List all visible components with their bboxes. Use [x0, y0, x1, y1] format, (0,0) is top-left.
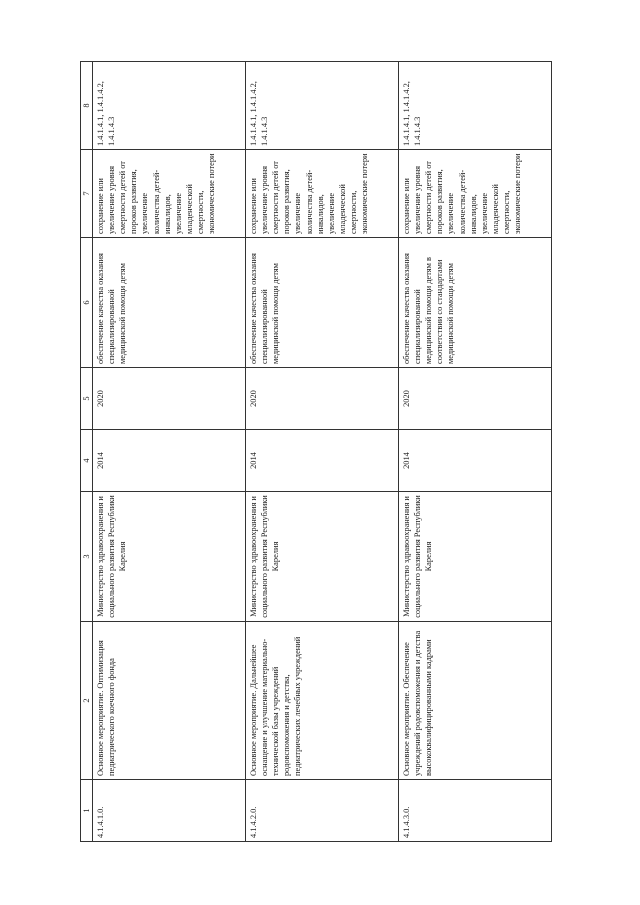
table-row	[93, 62, 246, 842]
row-number: 4.1.4.1.0.	[93, 780, 246, 842]
non-implementation-consequences: сохранение или увеличение уровня смертности детей от пороков развития, увеличение количества детей-инвалидов, увеличение младенческой смертности, экономические потери	[246, 150, 399, 238]
end-year: 2020	[93, 368, 246, 430]
start-year: 2014	[246, 430, 399, 492]
executor: Министерство здравоохранения и социального развития Республики Карелия	[399, 492, 552, 622]
non-implementation-consequences: сохранение или увеличение уровня смертности детей от пороков развития, увеличение количества детей-инвалидов, увеличение младенческой смертности, экономические потери	[399, 150, 552, 238]
related-indicators: 1.4.1.4.1, 1.4.1.4.2, 1.4.1.4.3	[93, 62, 246, 150]
col-header-7: 7	[81, 150, 93, 238]
col-header-1: 1	[81, 780, 93, 842]
expected-result: обеспечение качества оказания специализированной медицинской помощи детям в соответствии со стандартами медицинской помощи детям	[399, 238, 552, 368]
expected-result: обеспечение качества оказания специализированной медицинской помощи детям	[93, 238, 246, 368]
end-year: 2020	[246, 368, 399, 430]
table-row	[246, 62, 399, 842]
rotated-page	[80, 62, 554, 842]
col-header-8: 8	[81, 62, 93, 150]
col-header-5: 5	[81, 368, 93, 430]
program-table	[80, 61, 552, 842]
col-header-2: 2	[81, 622, 93, 780]
expected-result: обеспечение качества оказания специализированной медицинской помощи детям	[246, 238, 399, 368]
non-implementation-consequences: сохранение или увеличение уровня смертности детей от пороков развития, увеличение количества детей-инвалидов, увеличение младенческой смертности, экономические потери	[93, 150, 246, 238]
col-header-6: 6	[81, 238, 93, 368]
executor: Министерство здравоохранения и социального развития Республики Карелия	[246, 492, 399, 622]
event-name: Основное мероприятие. Обеспечение учреждений родовспоможения и детства высококвалифицированными кадрами	[399, 622, 552, 780]
table-row	[399, 62, 552, 842]
start-year: 2014	[399, 430, 552, 492]
row-number: 4.1.4.2.0.	[246, 780, 399, 842]
header-row	[81, 62, 93, 842]
col-header-4: 4	[81, 430, 93, 492]
related-indicators: 1.4.1.4.1, 1.4.1.4.2, 1.4.1.4.3	[246, 62, 399, 150]
row-number: 4.1.4.3.0.	[399, 780, 552, 842]
event-name: Основное мероприятие. Дальнейшее оснащение и улучшение материально-технической базы учреждений родовспоможения и детства, педиатрических лечебных учреждений	[246, 622, 399, 780]
event-name: Основное мероприятие. Оптимизация педиатрического коечного фонда	[93, 622, 246, 780]
executor: Министерство здравоохранения и социального развития Республики Карелия	[93, 492, 246, 622]
related-indicators: 1.4.1.4.1, 1.4.1.4.2, 1.4.1.4.3	[399, 62, 552, 150]
end-year: 2020	[399, 368, 552, 430]
col-header-3: 3	[81, 492, 93, 622]
start-year: 2014	[93, 430, 246, 492]
